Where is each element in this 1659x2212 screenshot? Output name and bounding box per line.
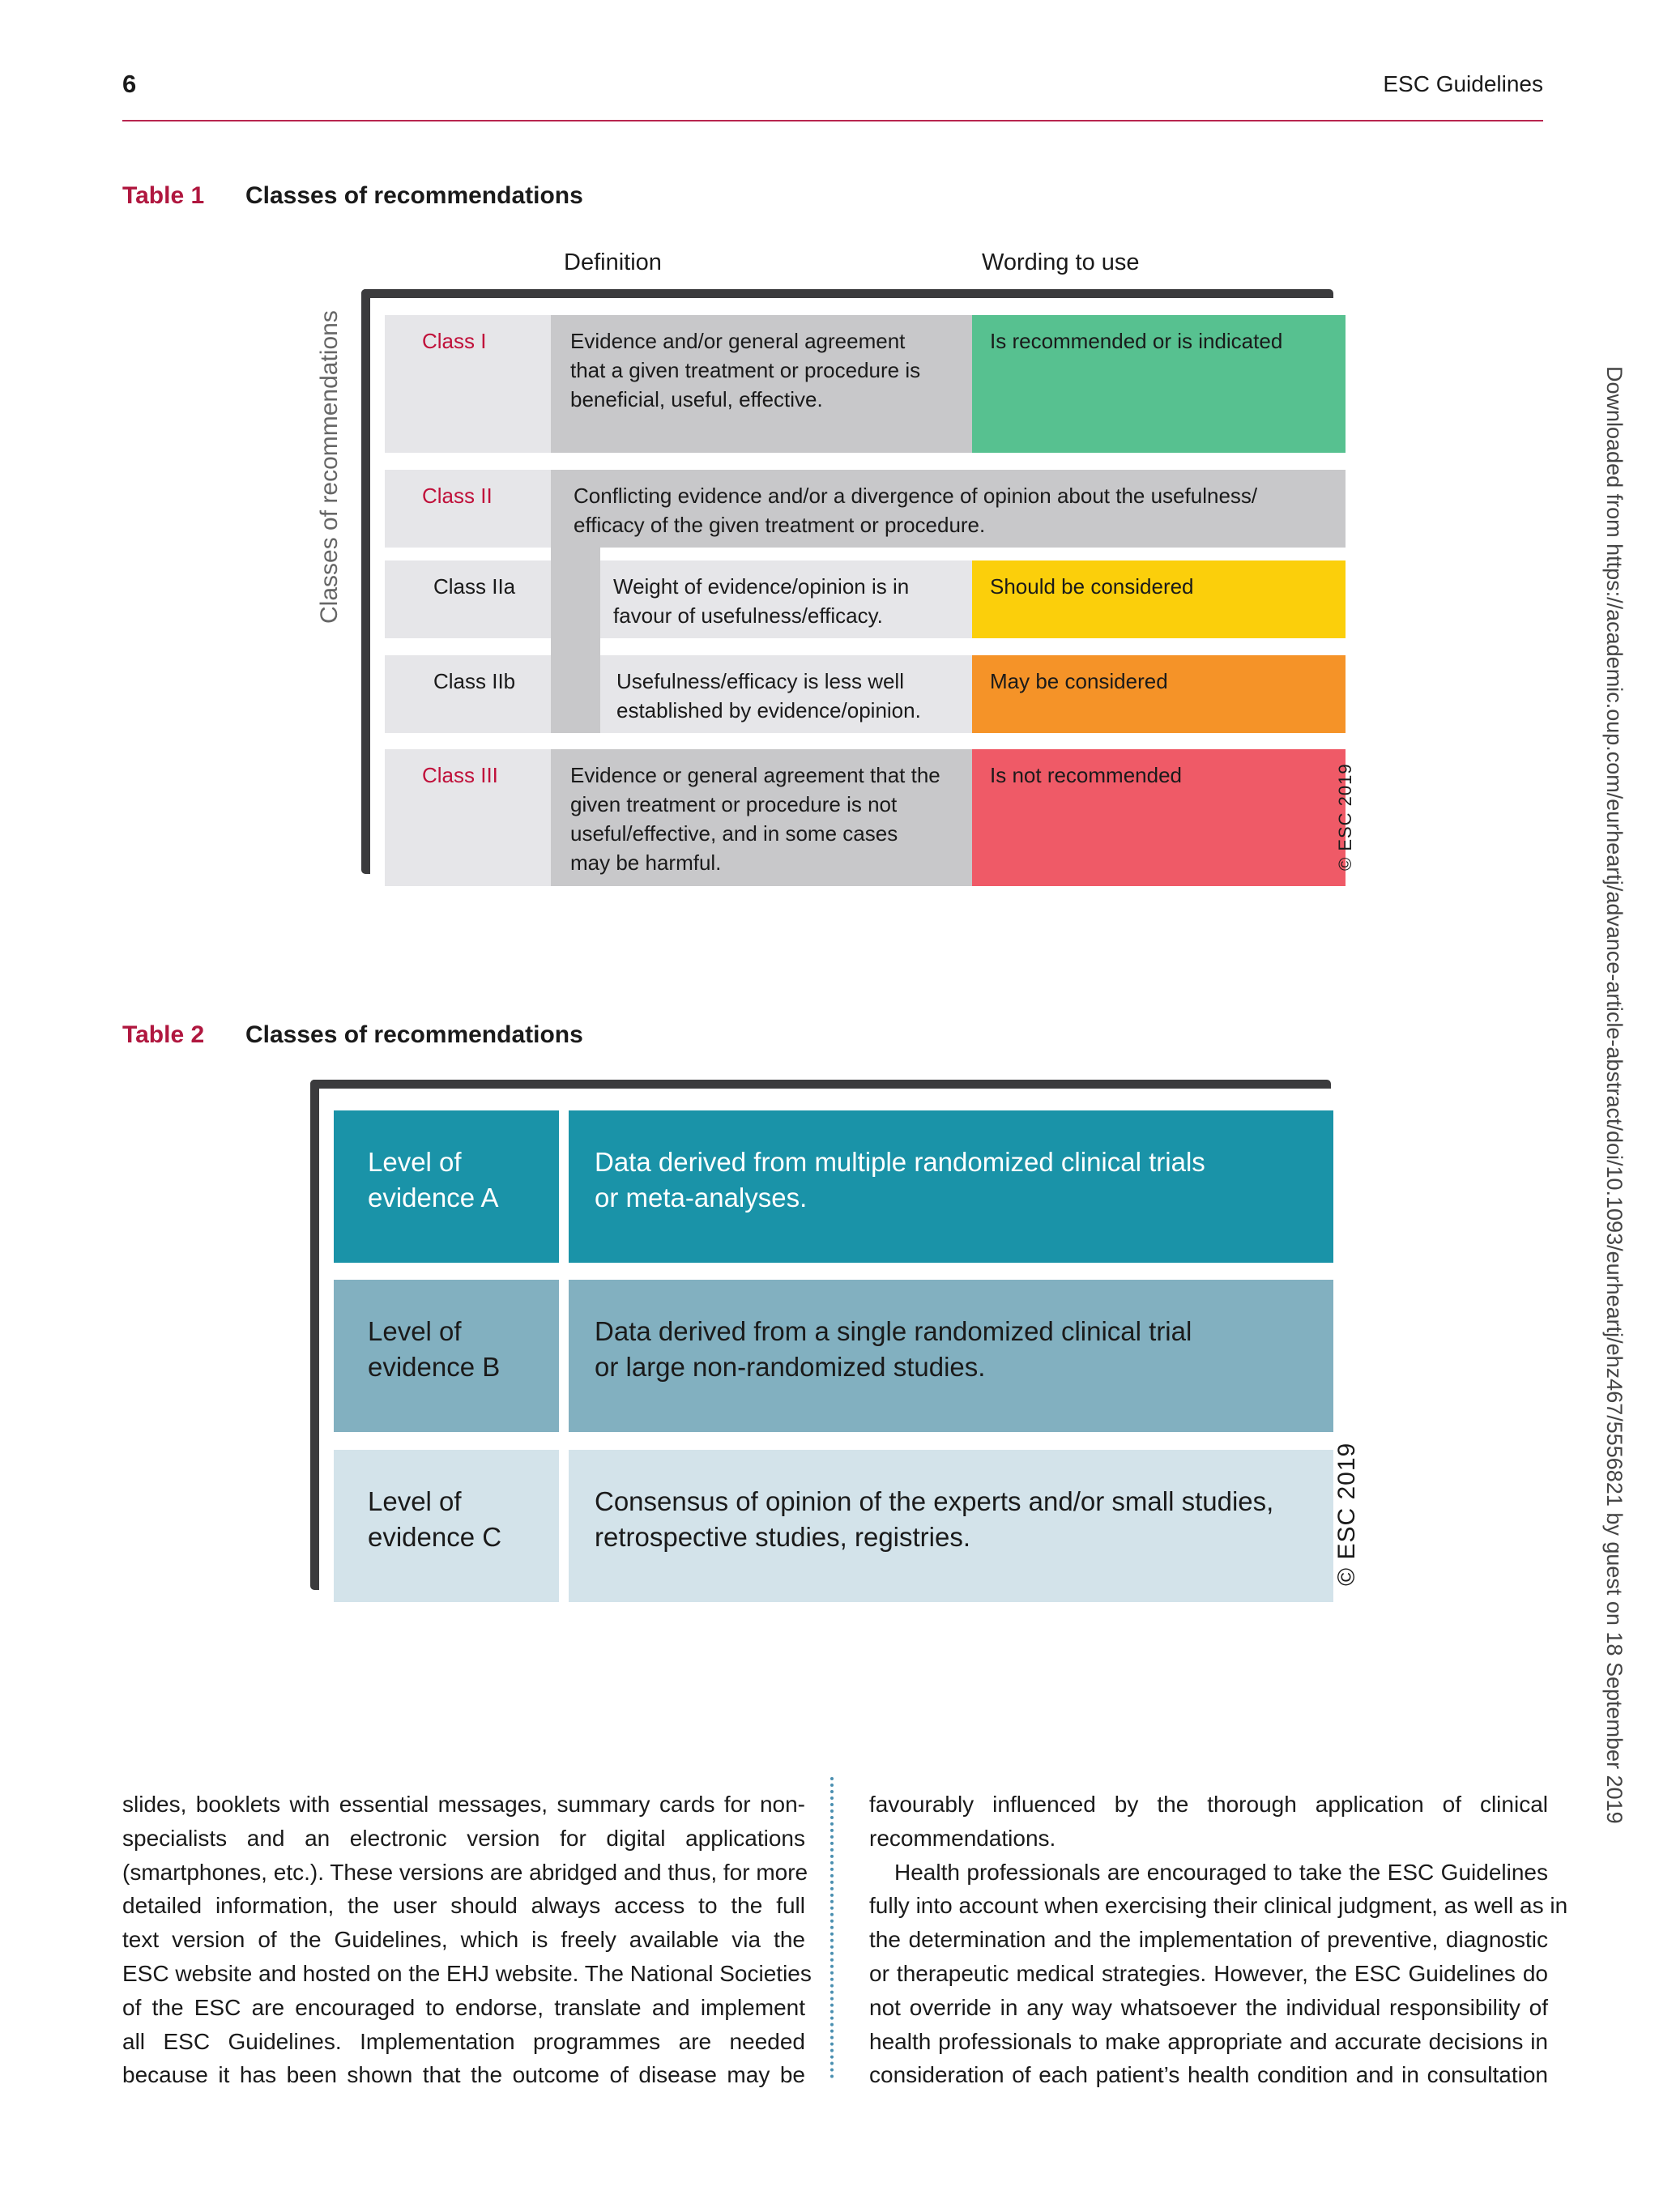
table2-label: Table 2 [122,1021,205,1048]
text-line: not override in any way whatsoever the individual responsibility of [869,1994,1548,2020]
table1-axis-label: Classes of recommendations [316,310,343,624]
definition-line: favour of usefulness/efficacy. [613,603,883,628]
table1-label: Table 1 [122,182,205,209]
definition-line: or large non-randomized studies. [595,1352,986,1382]
text-line: Health professionals are encouraged to take the ESC Guidelines [894,1859,1548,1885]
text-line: recommendations. [869,1825,1056,1851]
table2-level-c-label [334,1450,559,1602]
table1-title: Classes of recommendations [245,182,583,209]
header-rule [122,120,1543,121]
table1-class-ii-bracket [551,548,600,733]
table1-frame-top [361,289,1333,298]
level-line: Level of [368,1147,462,1177]
definition-line: Data derived from multiple randomized clinical trials [595,1147,1205,1177]
table2-caption [122,1021,583,1049]
table1-class-iib-label: Class IIb [385,655,551,733]
definition-line: Evidence and/or general agreement [570,329,906,353]
body-right-column [869,1788,1568,2092]
text-line: the determination and the implementation of preventive, diagnostic [869,1927,1548,1953]
table1-class-ii-label: Class II [385,470,551,548]
column-divider [830,1777,834,2078]
table2-level-c-definition [569,1450,1333,1602]
table1-class-i-wording: Is recommended or is indicated [972,315,1346,453]
definition-line: Data derived from a single randomized clinical trial [595,1316,1192,1346]
text-line: of the ESC are encouraged to endorse, translate and implement [122,1994,805,2020]
table1-col-wording: Wording to use [982,249,1140,275]
text-line: consideration of each patient’s health condition and in consultation [869,2062,1548,2088]
table2-frame-left [310,1080,319,1590]
table2-level-b-label [334,1280,559,1432]
level-line: Level of [368,1316,462,1346]
table1-class-iii-label: Class III [385,749,551,886]
table2-frame-top [310,1080,1331,1089]
table1-class-i-label: Class I [385,315,551,453]
definition-line: retrospective studies, registries. [595,1522,971,1552]
table2-level-b-definition [569,1280,1333,1432]
text-line: detailed information, the user should always access to the full [122,1893,805,1919]
table1-copyright: © ESC 2019 [1335,763,1355,871]
text-line: specialists and an electronic version for digital applications [122,1825,805,1851]
download-note: Downloaded from https://academic.oup.com/eurheartj/advance-article-abstract/doi/10.1093/eurheartj/ehz467/5556821 by guest on 18 September 2019 [1602,366,1627,1824]
text-line: (smartphones, etc.). These versions are abridged and thus, for more [122,1859,808,1885]
definition-line: Evidence or general agreement that the [570,763,940,787]
table1-frame-left [361,289,370,874]
table2-title: Classes of recommendations [245,1021,583,1048]
level-line: evidence A [368,1183,499,1213]
table1-class-iib-wording: May be considered [972,655,1346,733]
definition-line: beneficial, useful, effective. [570,387,823,411]
table2-level-a-label [334,1110,559,1263]
text-line: ESC website and hosted on the EHJ website. The National Societies [122,1960,812,1986]
table1-col-definition: Definition [564,249,662,275]
table1-class-iia-label: Class IIa [385,560,551,638]
table1-caption [122,182,583,210]
definition-line: given treatment or procedure is not [570,792,898,816]
table1-class-iia-wording: Should be considered [972,560,1346,638]
level-line: evidence B [368,1352,501,1382]
definition-line: Usefulness/efficacy is less well [616,669,904,693]
definition-line: useful/effective, and in some cases [570,821,898,846]
table1-class-iii-wording: Is not recommended [972,749,1346,886]
table2-level-a-definition [569,1110,1333,1263]
table2-copyright: © ESC 2019 [1333,1442,1360,1586]
level-line: Level of [368,1486,462,1516]
definition-line: Weight of evidence/opinion is in [613,574,910,599]
definition-line: established by evidence/opinion. [616,698,921,722]
definition-line: that a given treatment or procedure is [570,358,921,382]
page-number: 6 [122,70,137,98]
text-line: favourably influenced by the thorough application of clinical [869,1792,1548,1817]
text-line: text version of the Guidelines, which is freely available via the [122,1927,805,1953]
level-line: evidence C [368,1522,502,1552]
text-line: slides, booklets with essential messages, summary cards for non- [122,1792,805,1817]
definition-line: may be harmful. [570,850,722,875]
text-line: health professionals to make appropriate and accurate decisions in [869,2028,1548,2054]
table1-class-iii-definition [551,749,972,886]
text-line: because it has been shown that the outcome of disease may be [122,2062,805,2088]
definition-line: Conflicting evidence and/or a divergence of opinion about the usefulness/ [574,484,1258,508]
table1-class-iia-definition [600,560,972,638]
text-line: fully into account when exercising their clinical judgment, as well as in [869,1893,1568,1919]
table1-class-iib-definition [600,655,972,733]
definition-line: or meta-analyses. [595,1183,808,1213]
text-line: or therapeutic medical strategies. However, the ESC Guidelines do [869,1960,1548,1986]
table1-class-ii-definition [551,470,1346,548]
body-left-column [122,1788,812,2092]
definition-line: Consensus of opinion of the experts and/or small studies, [595,1486,1274,1516]
definition-line: efficacy of the given treatment or procedure. [574,513,986,537]
table1-class-i-definition [551,315,972,453]
running-head: ESC Guidelines [1383,71,1543,96]
text-line: all ESC Guidelines. Implementation programmes are needed [122,2028,805,2054]
